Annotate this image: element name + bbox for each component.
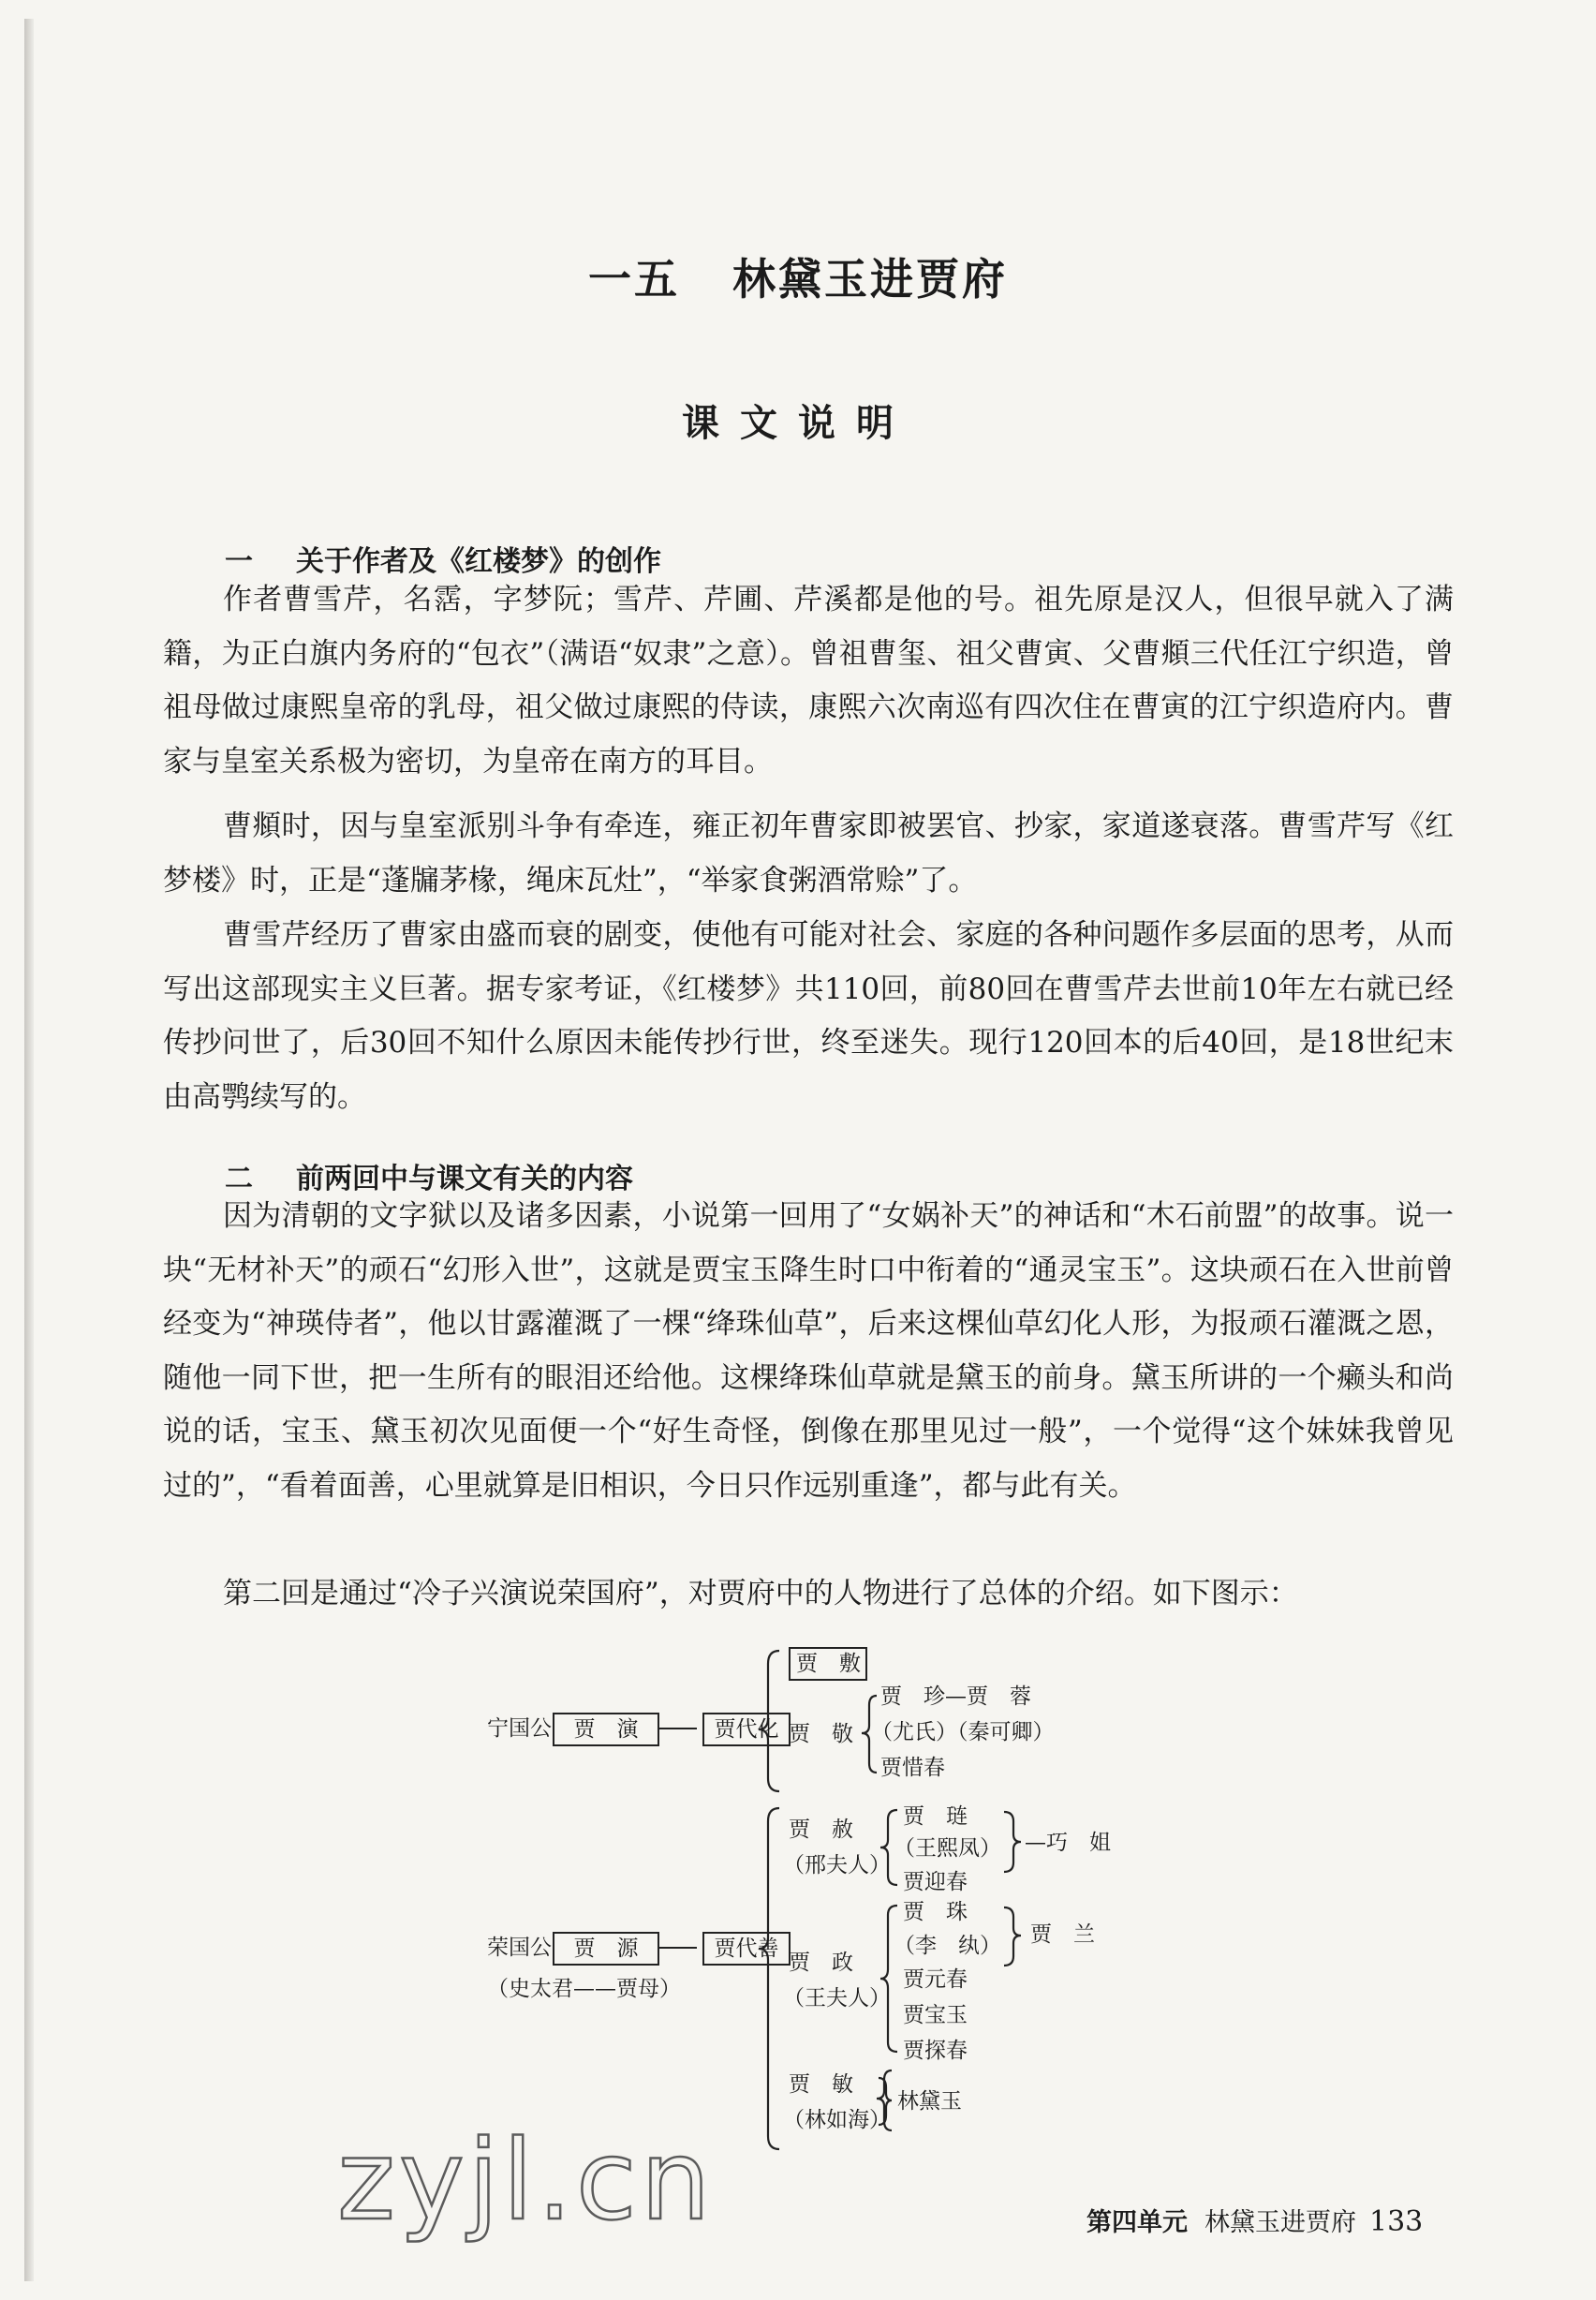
jia-min: 贾 敏 (789, 2072, 853, 2097)
jia-she: 贾 赦 (789, 1818, 853, 1842)
rongguo-connector (659, 1947, 697, 1949)
jia-min-husband: （林如海） (783, 2108, 891, 2132)
jia-baoyu: 贾宝玉 (903, 2003, 968, 2027)
jia-zhu-wife: （李 纨） (894, 1934, 1001, 1958)
jia-yingchun: 贾迎春 (903, 1870, 968, 1894)
footer-title: 林黛玉进贾府 (1204, 2208, 1356, 2237)
jia-lan: 贾 兰 (1030, 1922, 1095, 1947)
rongguo-label: 荣国公 (487, 1936, 552, 1960)
jia-tanchun: 贾探春 (903, 2039, 968, 2063)
paragraph-family-decline: 曹頫时，因与皇室派别斗争有牵连，雍正初年曹家即被罢官、抄家，家道遂衰落。曹雪芹写《红梦楼》时，正是“蓬牖茅椽，绳床瓦灶”，“举家食粥酒常赊”了。 (163, 809, 1454, 898)
ningguo-founder: 贾 演 (553, 1713, 659, 1746)
paragraph-author: 作者曹雪芹，名霑，字梦阮；雪芹、芹圃、芹溪都是他的号。祖先原是汉人，但很早就入了满籍，为正白旗内务府的“包衣”（满语“奴隶”之意）。曾祖曹玺、祖父曹寅、父曹頫三代任江宁织造，曾祖母做过康熙皇帝的乳母，祖父做过康熙的侍读，康熙六次南巡有四次住在曹寅的江宁织造府内。曹家与皇室关系极为密切，为皇帝在南方的耳目。 (163, 583, 1454, 779)
zheng-brace (880, 1906, 897, 2052)
heading-2-text: 前两回中与课文有关的内容 (296, 1163, 633, 1195)
jia-yuanchun: 贾元春 (903, 1967, 968, 1992)
heading-2-number: 二 (225, 1163, 253, 1195)
jia-she-wife: （邢夫人） (783, 1853, 891, 1877)
rongguo-son: 贾代善 (702, 1932, 791, 1966)
heading-1-number: 一 (225, 545, 253, 578)
paragraph-chapter-two: 第二回是通过“冷子兴演说荣国府”，对贾府中的人物进行了总体的介绍。如下图示： (223, 1577, 1298, 1610)
jia-jing: 贾 敬 (789, 1722, 853, 1746)
page-number: 133 (1369, 2205, 1424, 2238)
ningguo-label: 宁国公 (487, 1716, 552, 1741)
page-footer (1086, 2202, 1423, 2238)
chapter-number: 一五 (588, 254, 680, 304)
jia-zhen-rong: 贾 珍—贾 蓉 (880, 1684, 1031, 1709)
jia-zheng-wife: （王夫人） (783, 1986, 891, 2011)
section-title: 课文说明 (682, 402, 914, 445)
paragraph-novel-creation: 曹雪芹经历了曹家由盛而衰的剧变，使他有可能对社会、家庭的各种问题作多层面的思考，从而写出这部现实主义巨著。据专家考证，《红楼梦》共110回，前80回在曹雪芹去世前10年左右就已经传抄问世了，后30回不知什么原因未能传抄行世，终至迷失。现行120回本的后40回，是18世纪末由高鹗续写的。 (163, 918, 1454, 1114)
jia-lian-wife: （王熙凤） (894, 1836, 1001, 1861)
rongguo-founder: 贾 源 (553, 1932, 659, 1966)
lin-daiyu: 林黛玉 (897, 2089, 962, 2114)
paragraph-myth: 因为清朝的文字狱以及诸多因素，小说第一回用了“女娲补天”的神话和“木石前盟”的故事。说一块“无材补天”的顽石“幻形入世”，这就是贾宝玉降生时口中衔着的“通灵宝玉”。这块顽石在入世前曾经变为“神瑛侍者”，他以甘露灌溉了一棵“绛珠仙草”，后来这棵仙草幻化人形，为报顽石灌溉之恩，随他一同下世，把一生所有的眼泪还给他。这棵绛珠仙草就是黛玉的前身。黛玉所讲的一个癞头和尚说的话，宝玉、黛玉初次见面便一个“好生奇怪，倒像在那里见过一般”，一个觉得“这个妹妹我曾见过的”，“看着面善，心里就算是旧相识，今日只作远别重逢”，都与此有关。 (163, 1199, 1454, 1503)
heading-1-text: 关于作者及《红楼梦》的创作 (296, 545, 661, 578)
jia-family-tree (487, 1647, 1424, 2172)
footer-unit: 第四单元 (1086, 2208, 1188, 2237)
jia-zhu: 贾 珠 (903, 1900, 968, 1924)
zhen-rong-wives: （尤氏）（秦可卿） (871, 1720, 1055, 1744)
chapter-name: 林黛玉进贾府 (732, 254, 1008, 304)
jia-xichun: 贾惜春 (880, 1756, 945, 1780)
page-binding-edge (24, 19, 34, 2281)
ningguo-connector (659, 1728, 697, 1729)
rongguo-brace (759, 1808, 779, 2149)
chapter-title (0, 245, 1596, 307)
rongguo-son-wife: （史太君——贾母） (487, 1977, 681, 2001)
jia-zheng: 贾 政 (789, 1951, 853, 1975)
jia-lian: 贾 琏 (903, 1804, 968, 1829)
lian-brace (1004, 1812, 1021, 1872)
qiaojie: —巧 姐 (1025, 1831, 1111, 1855)
watermark: zyjl.cn (337, 2115, 715, 2245)
ningguo-son: 贾代化 (702, 1713, 791, 1746)
jia-she-ningguo: 贾 敷 (789, 1647, 867, 1681)
zhu-brace (1004, 1907, 1021, 1966)
